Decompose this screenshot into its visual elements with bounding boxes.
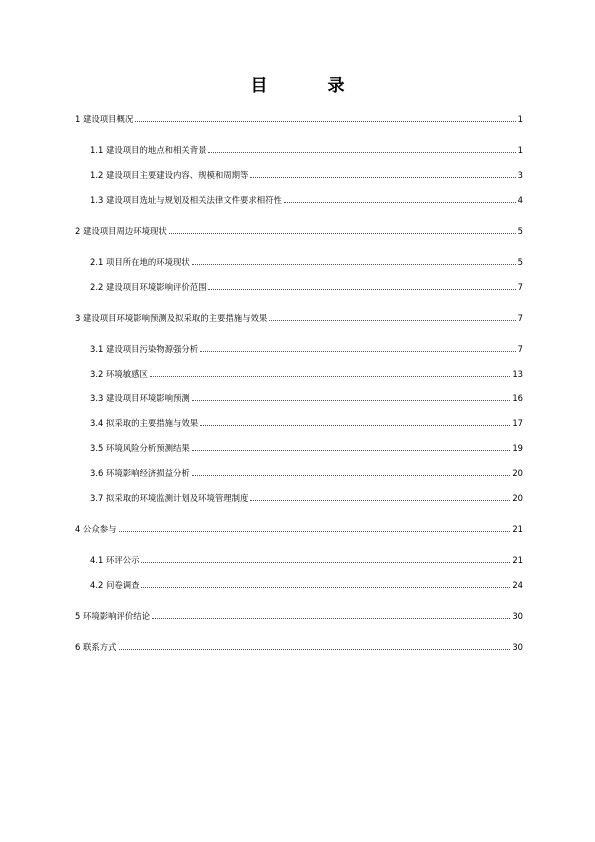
toc-entry[interactable] [90,169,523,181]
toc-entry-page-number: 5 [517,257,523,267]
toc-dot-leader [200,350,516,352]
toc-entry-page-number: 19 [512,443,523,453]
toc-entry-page-number: 7 [517,313,523,323]
toc-dot-leader [152,617,510,619]
toc-dot-leader [200,424,510,426]
toc-entry[interactable] [75,523,523,535]
toc-entry[interactable] [90,554,523,566]
toc-entry-label: 3.3 建设项目环境影响预测 [90,393,190,403]
toc-entry-label: 1 建设项目概况 [75,114,134,124]
toc-entry-page-number: 5 [517,226,523,236]
toc-entry[interactable] [90,442,523,454]
toc-dot-leader [192,449,511,451]
toc-entry[interactable] [90,492,523,504]
toc-dot-leader [269,319,515,321]
toc-dot-leader [135,120,515,122]
toc-entry[interactable] [90,392,523,404]
toc-entry-label: 4.2 问卷调查 [90,580,140,590]
toc-dot-leader [250,176,515,178]
toc-entry-page-number: 21 [512,555,523,565]
toc-entry-page-number: 4 [517,195,523,205]
toc-entry-page-number: 30 [512,642,523,652]
toc-entry[interactable] [75,225,523,237]
toc-entry-label: 3.2 环境敏感区 [90,369,148,379]
toc-entry[interactable] [75,610,523,622]
toc-entry-label: 3.1 建设项目污染物源强分析 [90,344,199,354]
toc-entry[interactable] [75,113,523,125]
toc-entry-page-number: 21 [512,524,523,534]
toc-entry-label: 3.6 环境影响经济损益分析 [90,468,190,478]
toc-entry-page-number: 24 [512,580,523,590]
toc-entry-label: 2.1 项目所在地的环境现状 [90,257,190,267]
toc-entry[interactable] [90,343,523,355]
toc-entry-page-number: 13 [512,369,523,379]
toc-title: 目 录 [250,76,372,96]
toc-entry-page-number: 30 [512,611,523,621]
toc-entry-label: 3 建设项目环境影响预测及拟采取的主要措施与效果 [75,313,268,323]
toc-entry-label: 1.2 建设项目主要建设内容、规模和周期等 [90,170,249,180]
toc-entry-label: 3.7 拟采取的环境监测计划及环境管理制度 [90,493,249,503]
toc-entry-page-number: 7 [517,344,523,354]
toc-entry-label: 1.1 建设项目的地点和相关背景 [90,145,207,155]
toc-entry[interactable] [90,368,523,380]
toc-entry-page-number: 20 [512,493,523,503]
toc-entry-label: 2.2 建设项目环境影响评价范围 [90,282,207,292]
toc-dot-leader [169,232,516,234]
toc-dot-leader [192,474,511,476]
toc-entry[interactable] [90,144,523,156]
toc-dot-leader [150,375,510,377]
toc-entry-page-number: 17 [512,418,523,428]
toc-entry-label: 3.5 环境风险分析预测结果 [90,443,190,453]
toc-dot-leader [192,263,516,265]
toc-dot-leader [250,499,510,501]
toc-entry-page-number: 1 [517,114,523,124]
toc-dot-leader [119,530,511,532]
toc-entry[interactable] [90,467,523,479]
toc-dot-leader [141,561,510,563]
toc-entry-label: 4.1 环评公示 [90,555,140,565]
toc-entry-page-number: 16 [512,393,523,403]
toc-dot-leader [141,586,510,588]
toc-entry-label: 3.4 拟采取的主要措施与效果 [90,418,199,428]
toc-dot-leader [119,648,511,650]
toc-entry-page-number: 7 [517,282,523,292]
toc-entry[interactable] [90,281,523,293]
toc-entry-page-number: 3 [517,170,523,180]
toc-entry-label: 5 环境影响评价结论 [75,611,150,621]
toc-dot-leader [208,288,515,290]
toc-entry-label: 1.3 建设项目选址与规划及相关法律文件要求相符性 [90,195,282,205]
toc-dot-leader [192,399,511,401]
toc-entry[interactable] [90,417,523,429]
toc-entry-page-number: 20 [512,468,523,478]
toc-entry[interactable] [75,641,523,653]
toc-entry[interactable] [90,194,523,206]
toc-entry-label: 4 公众参与 [75,524,117,534]
toc-dot-leader [208,151,515,153]
toc-entry[interactable] [90,579,523,591]
toc-entry-label: 6 联系方式 [75,642,117,652]
toc-dot-leader [284,201,516,203]
toc-entry[interactable] [90,256,523,268]
toc-entry-label: 2 建设项目周边环境现状 [75,226,167,236]
toc-entry-page-number: 1 [517,145,523,155]
toc-entry[interactable] [75,312,523,324]
